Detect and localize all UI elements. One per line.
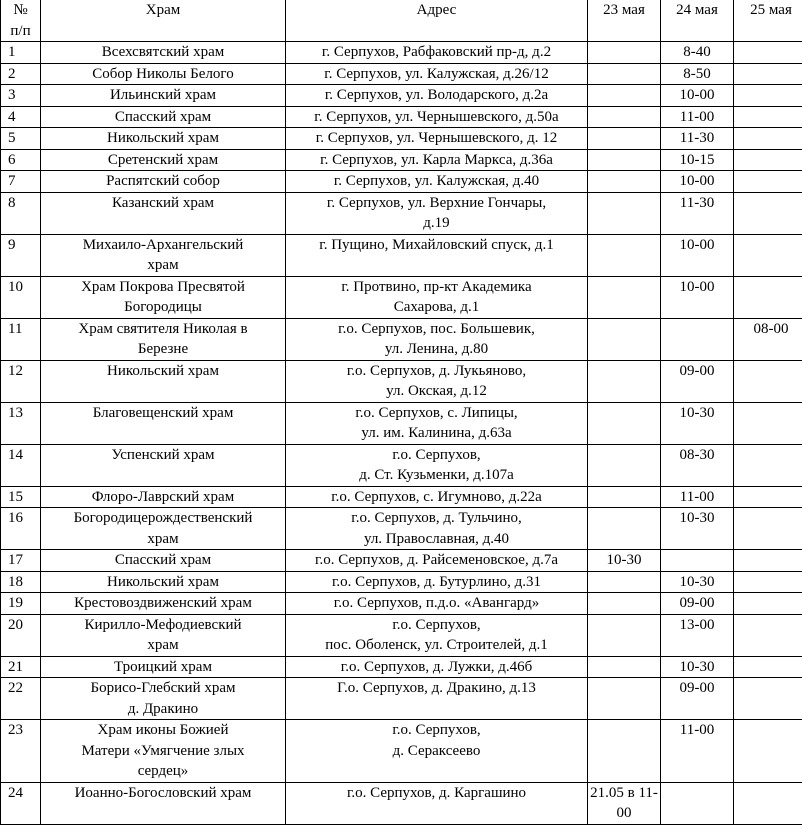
- church-address: г. Серпухов, ул. Чернышевского, д. 12: [286, 128, 588, 150]
- time-may-25: [734, 360, 802, 402]
- row-number: 13: [1, 402, 41, 444]
- time-may-23: [588, 614, 661, 656]
- time-may-23: [588, 571, 661, 593]
- church-address: г. Серпухов, ул. Чернышевского, д.50а: [286, 106, 588, 128]
- time-may-23: [588, 508, 661, 550]
- table-row: [1, 614, 802, 656]
- time-may-25: [734, 106, 802, 128]
- church-address: г. Серпухов, ул. Калужская, д.40: [286, 171, 588, 193]
- church-address: г.о. Серпухов, д. Лужки, д.46б: [286, 656, 588, 678]
- table-row: [1, 550, 802, 572]
- time-may-24: 09-00: [661, 678, 734, 720]
- row-number: 9: [1, 234, 41, 276]
- row-number: 23: [1, 720, 41, 783]
- table-row: [1, 128, 802, 150]
- time-may-25: [734, 656, 802, 678]
- time-may-23: 21.05 в 11-00: [588, 782, 661, 824]
- church-name: Флоро-Лаврский храм: [41, 486, 286, 508]
- time-may-25: [734, 63, 802, 85]
- church-address: Г.о. Серпухов, д. Дракино, д.13: [286, 678, 588, 720]
- header-address: Адрес: [286, 0, 588, 42]
- church-name: Распятский собор: [41, 171, 286, 193]
- row-number: 12: [1, 360, 41, 402]
- time-may-24: 10-30: [661, 508, 734, 550]
- time-may-25: [734, 276, 802, 318]
- row-number: 5: [1, 128, 41, 150]
- time-may-25: [734, 593, 802, 615]
- church-address: г.о. Серпухов, д. Ст. Кузьменки, д.107а: [286, 444, 588, 486]
- time-may-23: [588, 234, 661, 276]
- table-row: [1, 593, 802, 615]
- time-may-24: 10-30: [661, 402, 734, 444]
- church-address: г. Серпухов, ул. Карла Маркса, д.36а: [286, 149, 588, 171]
- time-may-25: [734, 678, 802, 720]
- table-row: [1, 486, 802, 508]
- church-name: Никольский храм: [41, 128, 286, 150]
- church-address: г.о. Серпухов, д. Тульчино, ул. Православная, д.40: [286, 508, 588, 550]
- church-address: г. Серпухов, ул. Володарского, д.2а: [286, 85, 588, 107]
- time-may-24: 13-00: [661, 614, 734, 656]
- time-may-25: [734, 486, 802, 508]
- time-may-25: [734, 782, 802, 824]
- table-row: [1, 42, 802, 64]
- time-may-23: [588, 192, 661, 234]
- table-row: [1, 678, 802, 720]
- table-row: [1, 63, 802, 85]
- time-may-24: 08-30: [661, 444, 734, 486]
- header-num: № п/п: [1, 0, 41, 42]
- church-name: Никольский храм: [41, 571, 286, 593]
- church-address: г.о. Серпухов, пос. Большевик, ул. Ленина, д.80: [286, 318, 588, 360]
- time-may-24: 8-50: [661, 63, 734, 85]
- church-name: Собор Николы Белого: [41, 63, 286, 85]
- time-may-23: [588, 85, 661, 107]
- row-number: 21: [1, 656, 41, 678]
- time-may-23: [588, 720, 661, 783]
- time-may-24: [661, 318, 734, 360]
- time-may-25: [734, 234, 802, 276]
- time-may-24: 11-00: [661, 720, 734, 783]
- time-may-25: [734, 720, 802, 783]
- church-address: г.о. Серпухов, с. Липицы, ул. им. Калинина, д.63а: [286, 402, 588, 444]
- time-may-24: 10-30: [661, 656, 734, 678]
- time-may-23: [588, 171, 661, 193]
- table-row: [1, 318, 802, 360]
- table-row: [1, 149, 802, 171]
- time-may-25: 08-00: [734, 318, 802, 360]
- time-may-23: [588, 42, 661, 64]
- church-name: Сретенский храм: [41, 149, 286, 171]
- church-address: г.о. Серпухов, д. Каргашино: [286, 782, 588, 824]
- time-may-25: [734, 85, 802, 107]
- church-address: г.о. Серпухов, с. Игумново, д.22а: [286, 486, 588, 508]
- row-number: 10: [1, 276, 41, 318]
- church-name: Крестовоздвиженский храм: [41, 593, 286, 615]
- row-number: 24: [1, 782, 41, 824]
- row-number: 22: [1, 678, 41, 720]
- row-number: 14: [1, 444, 41, 486]
- church-name: Благовещенский храм: [41, 402, 286, 444]
- church-name: Михаило-Архангельский храм: [41, 234, 286, 276]
- time-may-24: 10-30: [661, 571, 734, 593]
- time-may-24: [661, 782, 734, 824]
- row-number: 17: [1, 550, 41, 572]
- church-name: Успенский храм: [41, 444, 286, 486]
- church-address: г.о. Серпухов, д. Райсеменовское, д.7а: [286, 550, 588, 572]
- time-may-24: 11-00: [661, 106, 734, 128]
- time-may-24: [661, 550, 734, 572]
- table-row: [1, 192, 802, 234]
- time-may-25: [734, 508, 802, 550]
- time-may-23: [588, 360, 661, 402]
- church-address: г. Серпухов, Рабфаковский пр-д, д.2: [286, 42, 588, 64]
- header-may-23: 23 мая: [588, 0, 661, 42]
- table-row: [1, 402, 802, 444]
- time-may-25: [734, 192, 802, 234]
- time-may-24: 11-00: [661, 486, 734, 508]
- time-may-25: [734, 614, 802, 656]
- time-may-25: [734, 171, 802, 193]
- time-may-23: [588, 276, 661, 318]
- church-address: г.о. Серпухов, п.д.о. «Авангард»: [286, 593, 588, 615]
- church-name: Храм Покрова Пресвятой Богородицы: [41, 276, 286, 318]
- row-number: 7: [1, 171, 41, 193]
- church-name: Ильинский храм: [41, 85, 286, 107]
- time-may-23: [588, 318, 661, 360]
- time-may-23: [588, 444, 661, 486]
- church-name: Всехсвятский храм: [41, 42, 286, 64]
- row-number: 18: [1, 571, 41, 593]
- time-may-23: [588, 63, 661, 85]
- church-name: Иоанно-Богословский храм: [41, 782, 286, 824]
- time-may-23: [588, 149, 661, 171]
- time-may-24: 11-30: [661, 128, 734, 150]
- time-may-24: 10-00: [661, 171, 734, 193]
- church-name: Кирилло-Мефодиевский храм: [41, 614, 286, 656]
- church-name: Храм святителя Николая в Березне: [41, 318, 286, 360]
- church-name: Борисо-Глебский храм д. Дракино: [41, 678, 286, 720]
- row-number: 8: [1, 192, 41, 234]
- table-row: [1, 171, 802, 193]
- time-may-24: 10-00: [661, 276, 734, 318]
- time-may-25: [734, 571, 802, 593]
- row-number: 2: [1, 63, 41, 85]
- time-may-24: 11-30: [661, 192, 734, 234]
- table-row: [1, 656, 802, 678]
- church-address: г. Пущино, Михайловский спуск, д.1: [286, 234, 588, 276]
- time-may-23: [588, 106, 661, 128]
- church-name: Богородицерождественский храм: [41, 508, 286, 550]
- church-name: Троицкий храм: [41, 656, 286, 678]
- row-number: 16: [1, 508, 41, 550]
- church-address: г.о. Серпухов, д. Сераксеево: [286, 720, 588, 783]
- table-row: [1, 276, 802, 318]
- row-number: 6: [1, 149, 41, 171]
- row-number: 4: [1, 106, 41, 128]
- church-name: Спасский храм: [41, 106, 286, 128]
- row-number: 3: [1, 85, 41, 107]
- table-row: [1, 106, 802, 128]
- church-address: г.о. Серпухов, д. Бутурлино, д.31: [286, 571, 588, 593]
- header-may-24: 24 мая: [661, 0, 734, 42]
- church-address: г.о. Серпухов, д. Лукьяново, ул. Окская, д.12: [286, 360, 588, 402]
- church-name: Никольский храм: [41, 360, 286, 402]
- row-number: 15: [1, 486, 41, 508]
- row-number: 11: [1, 318, 41, 360]
- time-may-23: [588, 128, 661, 150]
- table-row: [1, 508, 802, 550]
- time-may-24: 8-40: [661, 42, 734, 64]
- time-may-25: [734, 149, 802, 171]
- church-address: г. Серпухов, ул. Калужская, д.26/12: [286, 63, 588, 85]
- table-row: [1, 782, 802, 824]
- table-row: [1, 234, 802, 276]
- time-may-23: [588, 486, 661, 508]
- church-address: г. Протвино, пр-кт Академика Сахарова, д.1: [286, 276, 588, 318]
- header-church: Храм: [41, 0, 286, 42]
- church-name: Казанский храм: [41, 192, 286, 234]
- time-may-24: 10-00: [661, 234, 734, 276]
- church-address: г. Серпухов, ул. Верхние Гончары, д.19: [286, 192, 588, 234]
- row-number: 20: [1, 614, 41, 656]
- time-may-24: 10-15: [661, 149, 734, 171]
- time-may-23: [588, 593, 661, 615]
- time-may-25: [734, 402, 802, 444]
- header-may-25: 25 мая: [734, 0, 802, 42]
- time-may-23: 10-30: [588, 550, 661, 572]
- church-name: Спасский храм: [41, 550, 286, 572]
- table-row: [1, 720, 802, 783]
- time-may-25: [734, 444, 802, 486]
- time-may-24: 09-00: [661, 360, 734, 402]
- church-name: Храм иконы Божией Матери «Умягчение злых сердец»: [41, 720, 286, 783]
- time-may-24: 10-00: [661, 85, 734, 107]
- table-row: [1, 571, 802, 593]
- time-may-25: [734, 550, 802, 572]
- time-may-23: [588, 678, 661, 720]
- table-row: [1, 85, 802, 107]
- table-row: [1, 444, 802, 486]
- time-may-25: [734, 42, 802, 64]
- row-number: 19: [1, 593, 41, 615]
- table-row: [1, 360, 802, 402]
- time-may-23: [588, 402, 661, 444]
- church-address: г.о. Серпухов, пос. Оболенск, ул. Строителей, д.1: [286, 614, 588, 656]
- time-may-25: [734, 128, 802, 150]
- row-number: 1: [1, 42, 41, 64]
- time-may-24: 09-00: [661, 593, 734, 615]
- time-may-23: [588, 656, 661, 678]
- header-row: [1, 0, 802, 42]
